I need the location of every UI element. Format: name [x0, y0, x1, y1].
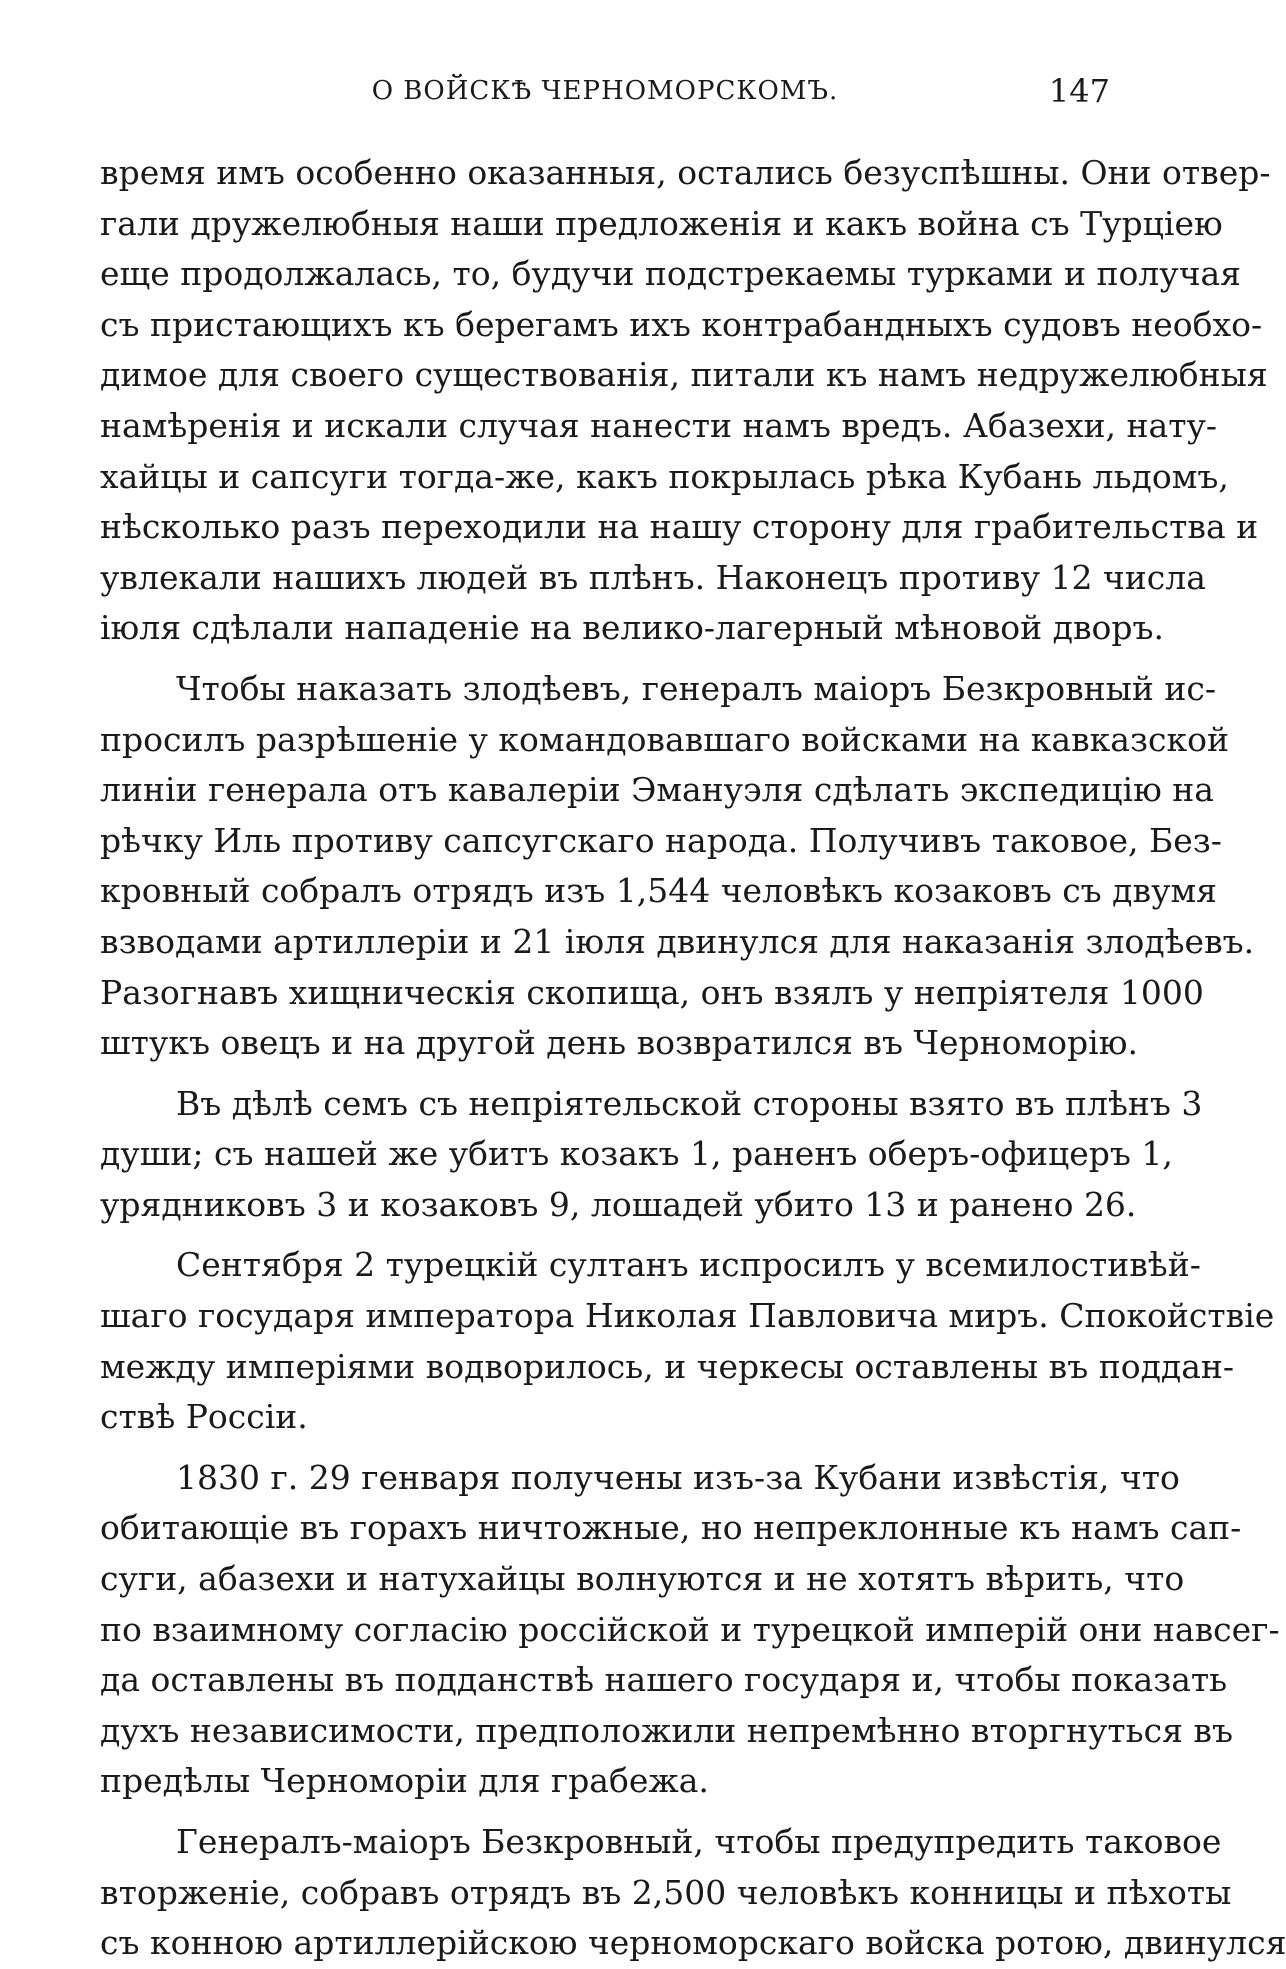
- text-line: взводами артиллеріи и 21 іюля двинулся для наказанія злодѣевъ.: [100, 921, 1255, 961]
- text-line: гали дружелюбныя наши предложенія и какъ война съ Турціею: [100, 203, 1223, 243]
- text-line: суги, абазехи и натухайцы волнуются и не хотятъ вѣрить, что: [100, 1559, 1185, 1599]
- text-line: рѣчку Иль противу сапсугскаго народа. Получивъ таковое, Без-: [100, 820, 1222, 860]
- paragraph: [100, 1079, 1203, 1231]
- text-line: души; съ нашей же убитъ козакъ 1, раненъ оберъ-офицеръ 1,: [100, 1134, 1173, 1174]
- paragraph: [100, 1240, 1275, 1442]
- text-line: Чтобы наказать злодѣевъ, генералъ маіоръ Безкровный ис-: [176, 668, 1217, 708]
- text-line: Разогнавъ хищническія скопища, онъ взялъ у непріятеля 1000: [100, 972, 1204, 1012]
- text-line: кровный собралъ отрядъ изъ 1,544 человѣкъ козаковъ съ двумя: [100, 871, 1217, 911]
- text-line: намѣренія и искали случая нанести намъ вредъ. Абазехи, нату-: [100, 405, 1218, 445]
- paragraph: [100, 148, 1271, 654]
- text-line: вторженіе, собравъ отрядъ въ 2,500 человѣкъ конницы и пѣхоты: [100, 1872, 1232, 1912]
- text-line: съ пристающихъ къ берегамъ ихъ контрабандныхъ судовъ необхо-: [100, 304, 1263, 344]
- text-line: духъ независимости, предположили непремѣнно вторгнуться въ: [100, 1710, 1233, 1750]
- text-line: ствѣ Россіи.: [100, 1397, 308, 1437]
- text-line: линіи генерала отъ кавалеріи Эмануэля сдѣлать экспедицію на: [100, 770, 1214, 810]
- text-line: по взаимному согласію россійской и турецкой имперій они навсег-: [100, 1609, 1280, 1649]
- text-line: штукъ овецъ и на другой день возвратился въ Черноморію.: [100, 1023, 1138, 1063]
- paragraph: [100, 1453, 1280, 1807]
- paragraph-gap: [100, 1807, 1112, 1817]
- text-line: Генералъ-маіоръ Безкровный, чтобы предупредить таковое: [176, 1822, 1222, 1861]
- page-number: 147: [1048, 72, 1110, 110]
- paragraph: [100, 664, 1255, 1069]
- text-line: хайцы и сапсуги тогда-же, какъ покрылась рѣка Кубань льдомъ,: [100, 456, 1229, 496]
- text-line: да оставлены въ подданствѣ нашего государя и, чтобы показать: [100, 1660, 1228, 1700]
- text-line: обитающіе въ горахъ ничтожные, но непреклонные къ намъ сап-: [100, 1508, 1242, 1548]
- text-line: увлекали нашихъ людей въ плѣнъ. Наконецъ противу 12 числа: [100, 557, 1206, 597]
- text-line: урядниковъ 3 и козаковъ 9, лошадей убито 13 и ранено 26.: [100, 1184, 1137, 1224]
- page-header: [100, 72, 1110, 112]
- text-line: время имъ особенно оказанныя, остались безуспѣшны. Они отвер-: [100, 153, 1271, 192]
- paragraph: [100, 1817, 1286, 1969]
- running-title: О ВОЙСКѢ ЧЕРНОМОРСКОМЪ.: [371, 76, 839, 106]
- text-line: Сентября 2 турецкій султанъ испросилъ у всемилостивѣй-: [176, 1245, 1201, 1285]
- text-line: еще продолжалась, то, будучи подстрекаемы турками и получая: [100, 254, 1241, 294]
- text-line: Въ дѣлѣ семъ съ непріятельской стороны взято въ плѣнъ 3: [176, 1083, 1203, 1123]
- paragraph-gap: [100, 1443, 1112, 1453]
- text-line: просилъ разрѣшеніе у командовавшаго войсками на кавказской: [100, 719, 1229, 759]
- body-text: [100, 148, 1286, 1969]
- text-line: шаго государя императора Николая Павловича миръ. Спокойствіе: [100, 1296, 1275, 1336]
- paragraph-gap: [100, 1230, 1112, 1240]
- text-line: димое для своего существованія, питали къ намъ недружелюбныя: [100, 355, 1268, 395]
- paragraph-gap: [100, 1069, 1112, 1079]
- paragraph-gap: [100, 654, 1112, 664]
- text-line: между имперіями водворилось, и черкесы оставлены въ поддан-: [100, 1346, 1235, 1386]
- text-line: 1830 г. 29 генваря получены изъ-за Кубани извѣстія, что: [176, 1457, 1180, 1497]
- text-line: предѣлы Черноморіи для грабежа.: [100, 1761, 709, 1801]
- text-line: іюля сдѣлали нападеніе на велико-лагерный мѣновой дворъ.: [100, 608, 1165, 648]
- text-line: нѣсколько разъ переходили на нашу сторону для грабительства и: [100, 507, 1259, 547]
- text-line: съ конною артиллерійскою черноморскаго войска ротою, двинулся: [100, 1923, 1286, 1963]
